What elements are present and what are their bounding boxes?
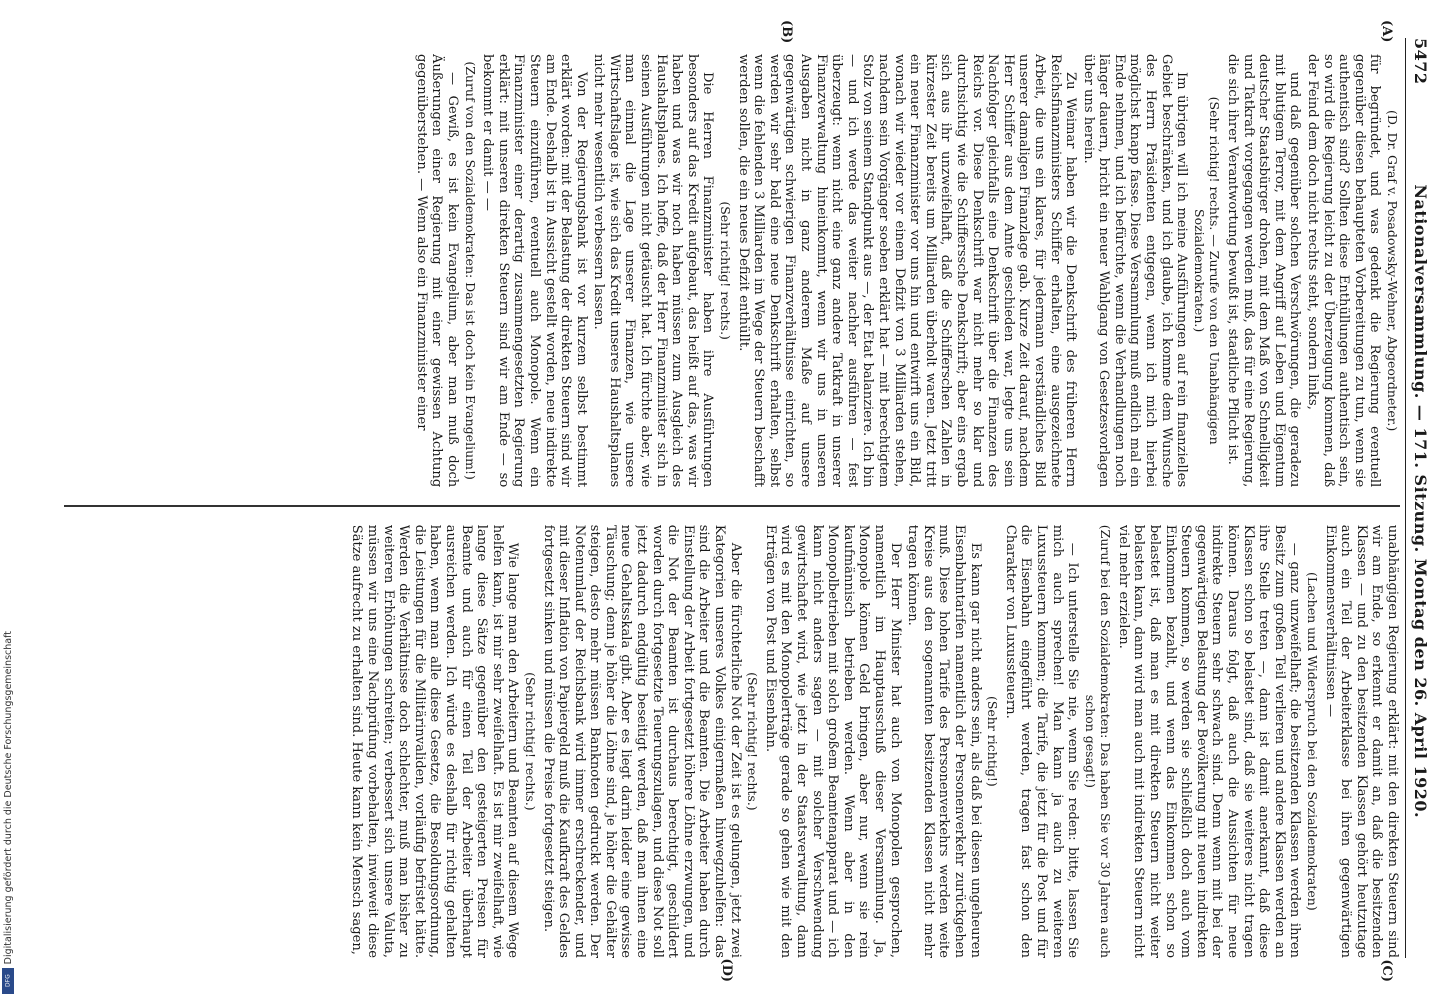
page-title: Nationalversammlung. — 171. Sitzung. Montag den 26. April 1920.: [1411, 184, 1431, 819]
interjection: (Sehr richtig!): [985, 695, 1001, 787]
margin-marker-b: (B): [779, 20, 794, 44]
paragraph: — Gewiß, es ist kein Evangelium, aber man muß doch Äußerungen einer Regierung mit einer gewissen Achtung gegenüberstehen. — Wenn also ein Finanzminister einer: [413, 54, 460, 488]
interjection: (Zuruf von den Sozialdemokraten: Das ist doch kein Evangelium!): [462, 61, 478, 480]
interjection: (Sehr richtig! rechts. — Zurufe von den Unabhängigen Sozialdemokraten.): [1191, 96, 1223, 445]
paragraph: für begründet, und was gedenkt die Regierung eventuell gegenüber diesen behaupteten Vorbereitungen zu tun, wenn sie authentisch sind? Sollten diese Enthüllungen authentisch sein, so wird die Regierung leicht zu der Überzeugung kommen, daß der Feind dem doch nicht rechts steht, sondern links,: [1305, 54, 1383, 488]
paragraph: und daß gegenüber solchen Verschwörungen, die geradezu mit blutigem Terror, mit dem Angriff auf Leben und Eigentum deutscher Staatsbürger drohen, mit dem Maß von Schnelligkeit und Tatkraft vorgegangen werden muß, das für eine Regierung, die sich ihrer Verantwortung bewußt ist, staatliche Pflicht ist.: [1225, 54, 1303, 488]
column-divider: [64, 505, 1400, 507]
column-right: [64, 525, 1400, 958]
margin-marker-d: (D): [719, 958, 734, 982]
speaker-note: (D. Dr. Graf v. Posadowsky-Wehner, Abgeordneter.): [1385, 110, 1400, 432]
paragraph: unabhängigen Regierung erklärt: mit den direkten Steuern sind wir am Ende, so erkennt er damit an, daß die besitzenden Klassen — und zu den besitzenden Klassen gehört heutzutage auch ein Teil der Arbeiterklasse bei ihren gegenwärtigen Einkommensverhältnissen —: [1322, 524, 1400, 958]
dfg-logo: DFG: [2, 968, 14, 994]
margin-marker-a: (A): [1379, 20, 1394, 43]
paragraph: Wie lange man den Arbeitern und Beamten auf diesem Wege helfen kann, ist mir sehr zweifelhaft. Es ist mir zweifelhaft, wie lange diese Sätze gegenüber den gesteigerten Preisen für Beamte und auch für einen Teil der Arbeiter überhaupt ausreichen werden. Ich würde es deshalb für richtig gehalten haben, wenn man alle diese Gesetze, die Besoldungsordnung, die Leistungen für die Militärinvaliden, vorläufig befristet hätte. Werden die Verhältnisse doch schlechter, muß man bisher zu weiteren Erhöhungen schreiten; verbessert sich unsere Valuta, müssen wir uns eine Nachprüfung vorbehalten, inwieweit diese Sätze aufrecht zu erhalten sind. Heute kann kein Mensch sagen,: [349, 524, 521, 958]
header-rule: [1405, 38, 1406, 958]
interjection: (Sehr richtig! rechts.): [522, 672, 538, 811]
paragraph: Im übrigen will ich meine Ausführungen auf rein finanzielles Gebiet beschränken, und ich glaube, ich komme dem Wunsche des Herrn Präsidenten entgegen, wenn ich mich hierbei möglichst knapp fasse. Diese Versammlung muß endlich mal ein Ende nehmen, und ich befürchte, wenn die Verhandlungen noch länger dauern, bricht ein neuer Wahlgang von Gesetzesvorlagen über uns herein.: [1080, 54, 1190, 488]
rotated-page: [54, 18, 1434, 982]
paragraph: Der Herr Minister hat auch von Monopolen gesprochen, namentlich im Hauptausschuß dieser Versammlung. Ja, Monopole können Geld bringen, aber nur, wenn sie rein kaufmännisch betrieben werden. Wenn aber in den Monopolbetrieben mit solch großem Beamtenapparat und — ich kann nicht anders sagen — mit solcher Verschwendung gewirtschaftet wird, wie jetzt in der Staatsverwaltung, dann wird es mit den Monopolerträge gerade so gehen wie mit den Erträgen von Post und Eisenbahn.: [762, 524, 903, 958]
page-number: 5472: [1411, 38, 1431, 85]
paragraph: Die Herren Finanzminister haben ihre Ausführungen besonders auf das Kredit aufgebaut, das heißt auf das, was wir haben und was wir noch haben müssen zum Ausgleich des Haushaltsplanes. Ich hoffe, daß der Herr Finanzminister sich in seinen Ausführungen nicht getäuscht hat. Ich fürchte aber, wie man einmal die Lage unserer Finanzen, wie unsere Wirtschaftslage ist, wie sich das Kredit unseres Haushaltsplanes nicht mehr wesentlich verbessern lassen.: [591, 54, 716, 488]
paragraph: Zu Weimar haben wir die Denkschrift des früheren Herrn Reichsfinanzministers Schiffer erhalten, eine ausgezeichnete Arbeit, die uns ein klares, für jedermann verständliches Bild unserer damaligen Finanzlage gab. Kurze Zeit darauf, nachdem Herr Schiffer aus dem Amte geschieden war, legte uns sein Nachfolger gleichfalls eine Denkschrift über die Finanzen des Reichs vor. Diese Denkschrift war nicht mehr so klar und durchsichtig wie die Schifferssche Denkschrift; aber eins ergab sich aus ihr unzweifelhaft, daß die Schifferschen Zahlen in kürzester Zeit bereits um Milliarden überholt waren. Jetzt tritt ein neuer Finanzminister vor uns hin und entwirft uns ein Bild, wonach wir wieder vor einem Defizit von 3 Milliarden stehen, nachdem sein Vorgänger soeben erklärt hat — mit berechtigtem Stolz von seinem Standpunkt aus —, der Etat balanziere. Ich bin — und ich werde das weiter nachher ausführen — fest überzeugt: wenn nicht eine ganz andere Tatkraft in unserer Finanzverwaltung hineinkommt, wenn wir uns in unseren Ausgaben nicht in ganz anderem Maße auf unsere gegenwärtigen schwierigen Finanzverhältnisse einrichten, so werden wir sehr bald eine neue Denkschrift erhalten, selbst wenn die fehlenden 3 Milliarden im Wege der Steuern beschafft werden sollen, die ein neues Defizit enthüllt.: [735, 54, 1079, 488]
interjection: (Lachen und Widerspruch bei den Sozialdemokraten): [1305, 572, 1321, 911]
interjection: (Sehr richtig! rechts.): [718, 201, 734, 340]
paragraph: — Ich unterstelle Sie nie, wenn Sie reden: bitte, lassen Sie mich auch sprechen! Man kann ja auch zu weiteren Luxussteuern kommen; die Tarife, die jetzt für die Post und für die Eisenbahn eingeführt werden, tragen fast schon den Charakter von Luxussteuern.: [1002, 524, 1081, 958]
digitization-credit-strip: [0, 0, 16, 1000]
margin-marker-c: (C): [1379, 959, 1394, 982]
page-header: [1408, 38, 1434, 958]
paragraph: Von der Regierungsbank ist vor kurzem selbst bestimmt erklärt worden: mit der Belastung der direkten Steuern sind wir am Ende. Deshalb ist in Aussicht gestellt worden, neue indirekte Steuern einzuführen, eventuell auch Monopole. Wenn ein Finanzminister einer derartig zusammengesetzten Regierung erklärt: mit unseren direkten Steuern sind wir am Ende — so bekommt er damit — —: [480, 54, 589, 488]
text-columns: [64, 54, 1400, 958]
column-left: [64, 54, 1400, 487]
paragraph: Aber die fürchterliche Not der Zeit ist es gelungen, jetzt zwei Kategorien unseres Volkes einigermaßen hinwegzuhelfen: das sind die Arbeiter und die Beamten. Die Arbeiter haben durch Einstellung der Arbeit fortgesetzt höhere Löhne erzwungen, und die Not der Beamten ist durchaus berechtigt, geschildert worden durch fortgesetzte Teuerungszulagen, und diese Not soll jetzt dadurch endgültig beseitigt werden, daß man ihnen eine neue Gehaltsskala gibt. Aber es liegt darin leider eine gewisse Täuschung; denn je höher die Löhne sind, je höher die Gehälter steigen, desto mehr müssen Banknoten gedruckt werden. Der Notenumlauf der Reichsbank wird immer erschreckender, und mit dieser Inflation von Papiergeld muß die Kaufkraft des Geldes fortgesetzt sinken und müssen die Preise fortgesetzt steigen.: [540, 524, 743, 958]
interjection: (Sehr richtig! rechts.): [745, 672, 761, 811]
paragraph: Es kann gar nicht anders sein, als daß bei diesen ungeheuren Eisenbahntarifen namentlich der Personenverkehr zurückgehen muß. Diese hohen Tarife des Personenverkehrs werden weite Kreise aus den sogenannten besitzenden Klassen nicht mehr tragen können.: [905, 524, 983, 958]
interjection: (Zuruf bei den Sozialdemokraten: Das haben Sie vor 30 Jahren auch schon gesagt!): [1082, 524, 1114, 958]
digitization-credit: Digitalisierung gefördert durch die Deutsche Forschungsgemeinschaft: [2, 630, 14, 964]
paragraph: — ganz unzweifelhaft; die besitzenden Klassen werden ihren Besitz zum großen Teil verlieren und andere Klassen werden an ihre Stelle treten —, dann ist damit anerkannt, daß diese Klassen schon so belastet sind, daß sie weiteres nicht tragen können. Daraus folgt, daß auch die Aussichten für neue indirekte Steuern sehr schwach sind. Denn wenn mit bei der gegenwärtigen Belastung der Bevölkerung mit neuen indirekten Steuern kommen, so werden sie schließlich doch auch vom Einkommen bezahlt, und wenn das Einkommen schon so belastet ist, daß man es mit direkten Steuern nicht weiter belasten kann, dann wird man auch mit indirekten Steuern nicht viel mehr erzielen.: [1115, 524, 1303, 958]
